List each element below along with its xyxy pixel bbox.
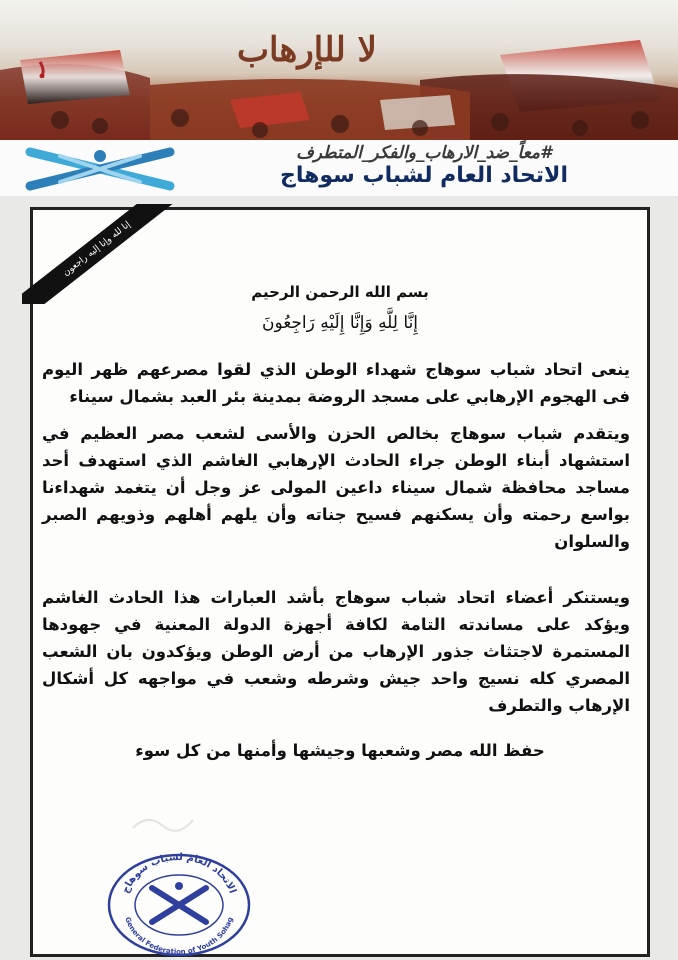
paragraph-1: ينعى اتحاد شباب سوهاج شهداء الوطن الذي لقوا مصرعهم ظهر اليوم فى الهجوم الإرهابي على مسجد الروضة بمدينة بئر العبد بشمال سيناء — [42, 360, 630, 406]
svg-text:General Federation of Youth So — [123, 916, 234, 956]
faint-watermark-graphic — [128, 808, 198, 838]
organization-seal-stamp — [104, 848, 254, 958]
seal-arabic-text: الاتحاد العام لشباب سوهاج — [120, 851, 238, 896]
seal-english-text: General Federation of Youth Sohag — [123, 916, 235, 957]
basmala: بسم الله الرحمن الرحيم — [251, 283, 429, 301]
organization-name: الاتحاد العام لشباب سوهاج — [280, 163, 568, 188]
quran-verse: إِنَّا لِلَّهِ وَإِنَّا إِلَيْهِ رَاجِعُونَ — [261, 313, 419, 333]
top-banner — [0, 0, 678, 140]
paragraph-2: ويتقدم شباب سوهاج بخالص الحزن والأسى لشعب مصر العظيم في استشهاد أبناء الوطن جراء الحادث الإرهابي الغاشم الذي استهدف أحد مساجد محافظة شمال سيناء داعين المولى عز وجل أن يتغمد شهداءنا بواسع رحمته وأن يسكنهم فسيح جناته وأن يلهم أهلهم وذويهم الصبر والسلوان — [42, 424, 630, 551]
federation-logo-icon — [20, 146, 180, 192]
banner-title: لا للإرهاب — [237, 30, 377, 70]
closing-prayer: حفظ الله مصر وشعبها وجيشها وأمنها من كل سوء — [135, 741, 545, 760]
banner-blood-drip-graphic — [0, 0, 180, 78]
ribbon-text: إنا لله وإنا إليه راجعون — [61, 219, 133, 279]
campaign-hashtag: #معاً_ضد_الارهاب_والفكر_المتطرف — [296, 143, 552, 163]
paragraph-3: ويستنكر أعضاء اتحاد شباب سوهاج بأشد العبارات هذا الحادث الغاشم ويؤكد على مساندته التامة لكافة أجهزة الدولة المعنية في جهودها المستمرة لاجتثاث جذور الإرهاب من أرض الوطن ويؤكدون بان الشعب المصري كله نسيج واحد جيش وشرطه وشعب في مواجهه كل أشكال الإرهاب والتطرف — [42, 588, 630, 715]
